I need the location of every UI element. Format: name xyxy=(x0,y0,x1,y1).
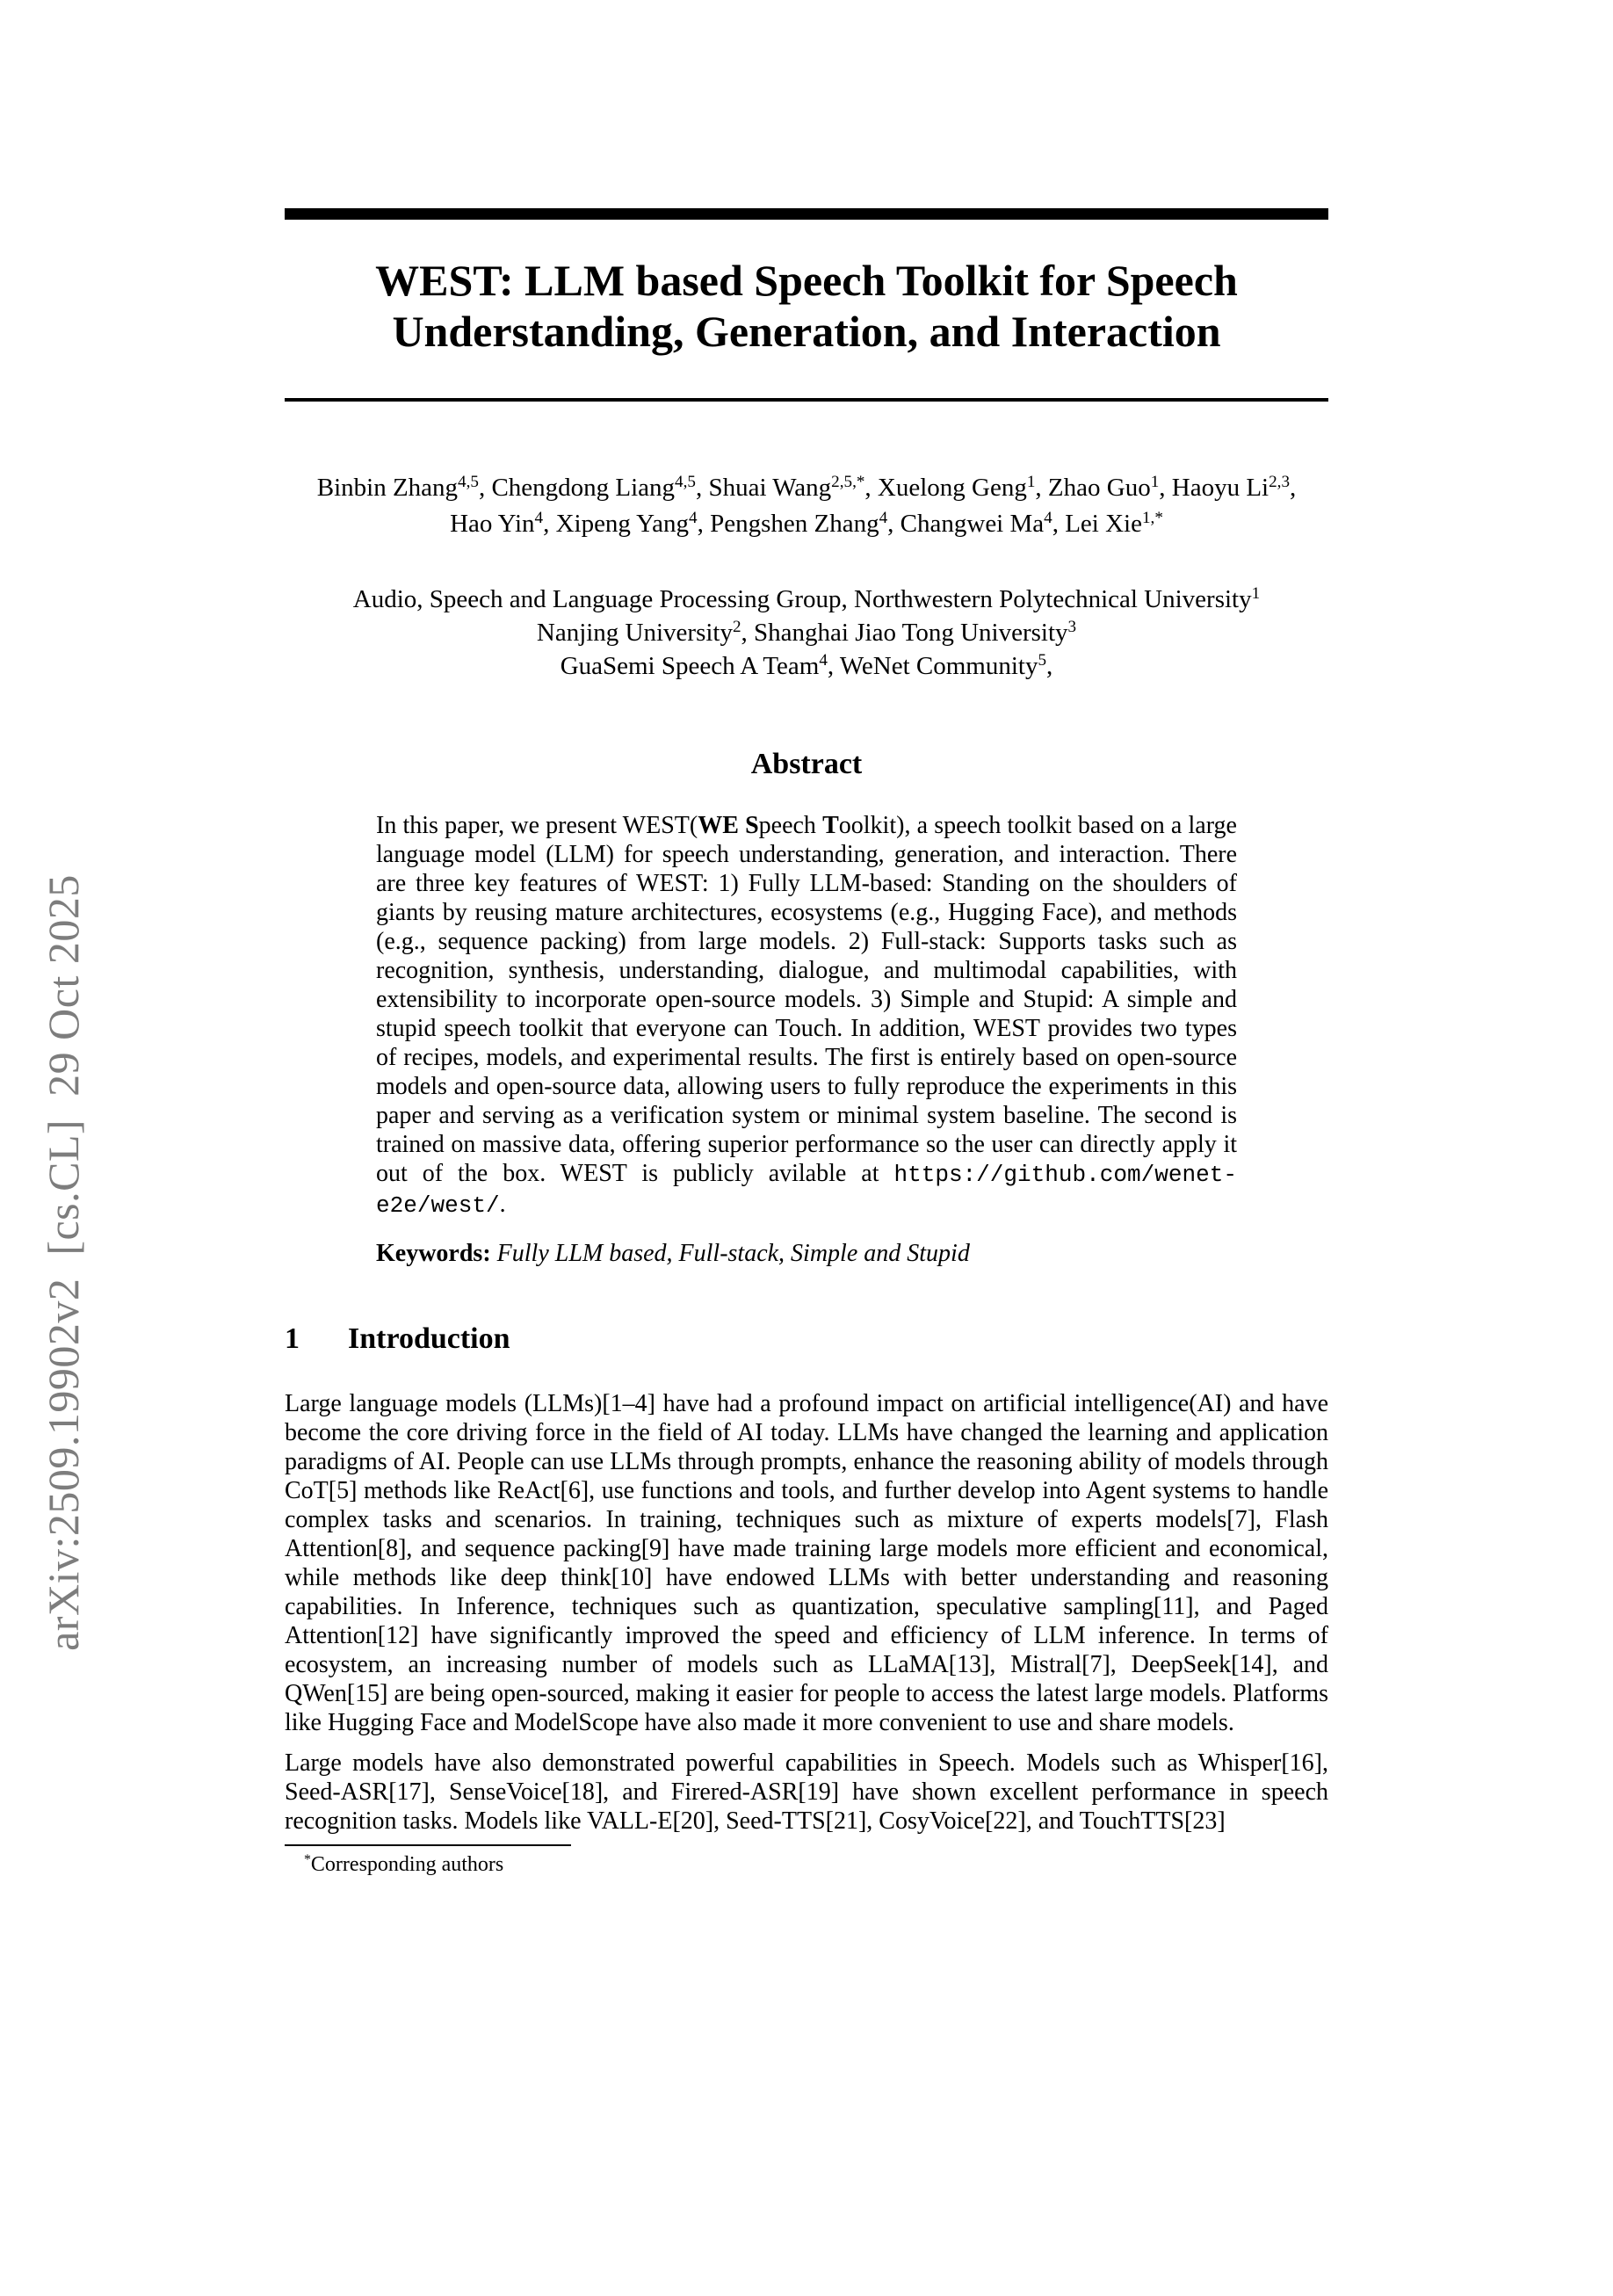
text-run: 4,5 xyxy=(458,473,479,492)
text-run: Fully LLM based, Full-stack, Simple and Stupid xyxy=(496,1240,970,1267)
abstract-heading: Abstract xyxy=(750,748,863,780)
section-title: Introduction xyxy=(348,1322,510,1355)
arxiv-watermark: arXiv:2509.19902v2 [cs.CL] 29 Oct 2025 xyxy=(39,874,88,1651)
text-run: oolkit), a speech toolkit based on a large language model (LLM) for speech understanding, generation, and interaction. There are three key features of WEST: 1) Fully LLM-based: Standing on the shoulders of giants by reusing mature architectures, ecosystems (e.g., Hugging Face), and methods (e.g., sequence packing) from large models. 2) Full-stack: Supports tasks such as recognition, synthesis, understanding, dialogue, and multimodal capabilities, with extensibility to incorporate open-source models. 3) Simple and Stupid: A simple and stupid speech toolkit that everyone can Touch. In addition, WEST provides two types of recipes, models, and experimental results. The first is entirely based on open-source models and open-source data, allowing users to fully reproduce the experiments in this paper and serving as a verification system or minimal system baseline. The second is trained on massive data, offering superior performance so the user can directly apply it out of the box. WEST is publicly avilable at xyxy=(376,812,1237,1187)
text-run: , Shanghai Jiao Tong University xyxy=(741,619,1068,647)
footnote-text xyxy=(285,1852,1328,1878)
text-run: , Lei Xie xyxy=(1052,510,1142,538)
text-run: Hao Yin xyxy=(450,510,535,538)
text-run: 1,* xyxy=(1141,509,1163,528)
text-run: , Shuai Wang xyxy=(695,474,832,502)
abstract-text xyxy=(376,811,1237,1220)
intro-paragraph-1: Large language models (LLMs)[1–4] have had a profound impact on artificial intelligence(AI) and have become the core driving force in the field of AI today. LLMs have changed the learning and application paradigms of AI. People can use LLMs through prompts, enhance the reasoning ability of models through CoT[5] methods like ReAct[6], use functions and tools, and further develop into Agent systems to handle complex tasks and scenarios. In training, techniques such as mixture of experts models[7], Flash Attention[8], and sequence packing[9] have made training large models more efficient and economical, while methods like deep think[10] have endowed LLMs with better understanding and reasoning capabilities. In Inference, techniques such as quantization, speculative sampling[11], and Paged Attention[12] have significantly improved the speed and efficiency of LLM inference. In terms of ecosystem, an increasing number of models such as LLaMA[13], Mistral[7], DeepSeek[14], and QWen[15] are being open-sourced, making it easier for people to access the latest large models. Platforms like Hugging Face and ModelScope have also made it more convenient to use and share models. xyxy=(285,1390,1328,1736)
text-run: Keywords: xyxy=(376,1240,497,1267)
text-run: * xyxy=(304,1852,311,1868)
affiliation-line-2 xyxy=(285,616,1328,649)
footnote-rule xyxy=(285,1844,571,1846)
text-run: 4 xyxy=(819,651,828,670)
text-run: , Chengdong Liang xyxy=(478,474,676,502)
title-rule-bottom xyxy=(285,398,1328,402)
affiliation-block xyxy=(285,583,1328,683)
author-line-2 xyxy=(285,506,1328,542)
text-run: Nanjing University xyxy=(536,619,733,647)
paper-content xyxy=(285,208,1328,1878)
text-run: , Changwei Ma xyxy=(887,510,1045,538)
author-line-1 xyxy=(285,470,1328,506)
text-run: 4,5 xyxy=(675,473,696,492)
text-run: T xyxy=(822,812,839,839)
paper-title xyxy=(285,255,1328,357)
text-run: , Xipeng Yang xyxy=(543,510,690,538)
text-run: 2,5,* xyxy=(831,473,865,492)
paper-title-line-1: WEST: LLM based Speech Toolkit for Speech xyxy=(375,256,1238,305)
text-run: 1 xyxy=(1026,473,1036,492)
keywords-line xyxy=(376,1239,1237,1268)
text-run: 4 xyxy=(879,509,888,528)
text-run: Corresponding authors xyxy=(310,1853,504,1876)
text-run: , xyxy=(1046,652,1053,680)
text-run: 1 xyxy=(1150,473,1160,492)
text-run: , WeNet Community xyxy=(827,652,1038,680)
text-run: 2,3 xyxy=(1269,473,1291,492)
text-run: In this paper, we present WEST( xyxy=(376,812,698,839)
text-run: 2 xyxy=(732,618,741,637)
text-run: peech xyxy=(758,812,823,839)
section-number: 1 xyxy=(285,1322,300,1355)
text-run: GuaSemi Speech A Team xyxy=(560,652,820,680)
text-run: 1 xyxy=(1251,584,1261,604)
text-run: Binbin Zhang xyxy=(316,474,459,502)
text-run: 5 xyxy=(1038,651,1047,670)
footnote-block xyxy=(285,1844,1328,1878)
intro-paragraph-2: Large models have also demonstrated powerful capabilities in Speech. Models such as Whisper[16], Seed-ASR[17], SenseVoice[18], and Firered-ASR[19] have shown excellent performance in speech recognition tasks. Models like VALL-E[20], Seed-TTS[21], CosyVoice[22], and TouchTTS[23] xyxy=(285,1749,1328,1835)
text-run: WE S xyxy=(698,812,759,839)
text-run: 4 xyxy=(689,509,698,528)
text-run: , xyxy=(1290,474,1297,502)
text-run: Audio, Speech and Language Processing Group, Northwestern Polytechnical University xyxy=(352,585,1252,613)
text-run: 4 xyxy=(534,509,544,528)
text-run: , Pengshen Zhang xyxy=(697,510,879,538)
author-block xyxy=(285,470,1328,542)
github-url-link[interactable]: https://github.com/wenet-e2e/west/ xyxy=(376,1162,1237,1219)
text-run: , Zhao Guo xyxy=(1035,474,1151,502)
text-run: 4 xyxy=(1044,509,1052,528)
text-run: , Haoyu Li xyxy=(1159,474,1269,502)
section-heading-introduction xyxy=(285,1321,1328,1357)
text-run: 3 xyxy=(1067,618,1077,637)
text-run: , Xuelong Geng xyxy=(864,474,1027,502)
affiliation-line-1 xyxy=(285,583,1328,616)
affiliation-line-3 xyxy=(285,649,1328,683)
paper-title-line-2: Understanding, Generation, and Interaction xyxy=(392,307,1221,356)
title-rule-top xyxy=(285,208,1328,220)
text-run: . xyxy=(499,1191,506,1218)
paper-page xyxy=(0,208,1613,2296)
